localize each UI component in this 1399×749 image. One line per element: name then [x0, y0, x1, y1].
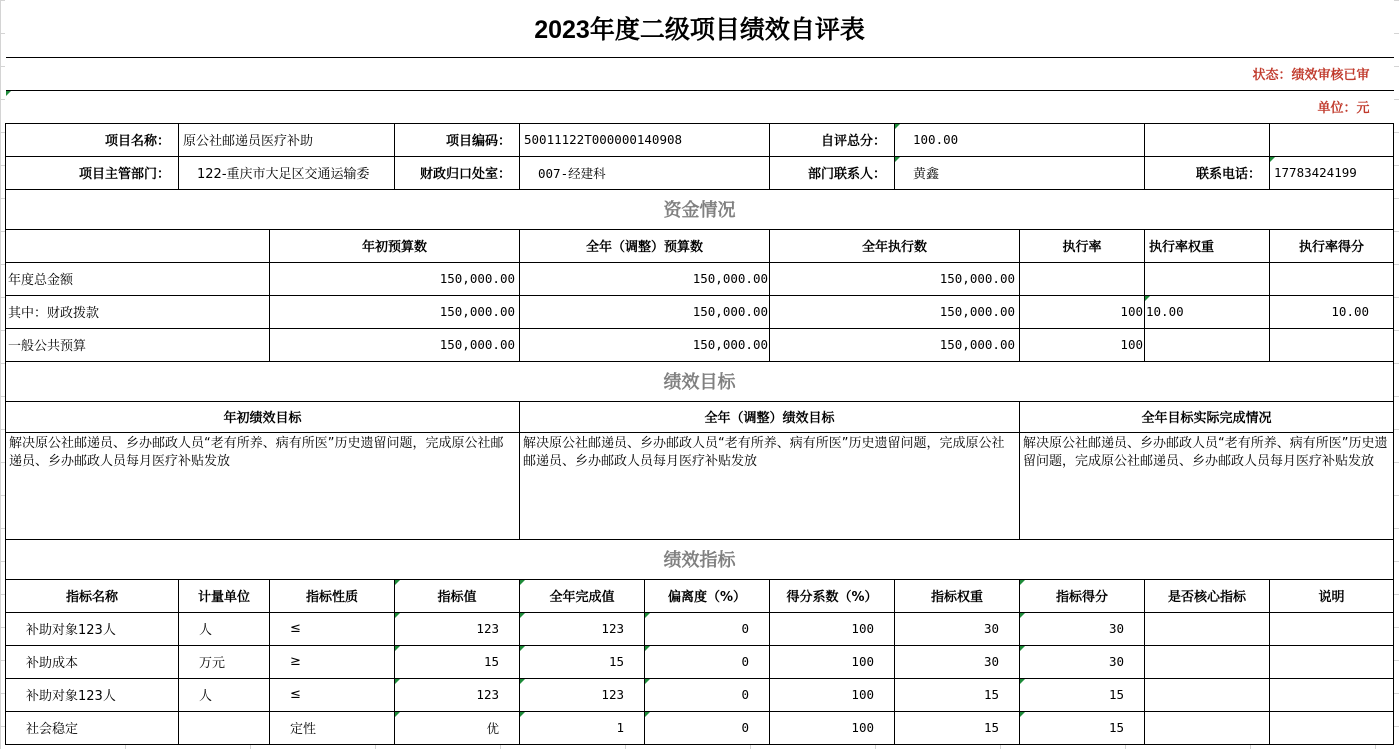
ind-unit[interactable]: 人 [179, 678, 270, 711]
funds-row-initial[interactable]: 150,000.00 [270, 262, 520, 295]
funds-header-blank [6, 229, 270, 262]
ind-name[interactable]: 补助对象123人 [6, 612, 179, 645]
unit-text: 单位：元 [6, 90, 1394, 123]
funds-row-name[interactable]: 其中：财政拨款 [6, 295, 270, 328]
ind-header-name: 指标名称 [6, 579, 179, 612]
contact-label: 部门联系人： [770, 156, 895, 189]
ind-weight[interactable]: 30 [895, 612, 1020, 645]
ind-coef[interactable]: 100 [770, 678, 895, 711]
ind-score[interactable]: 30 [1020, 645, 1145, 678]
ind-nature[interactable]: ≤ [270, 612, 395, 645]
funds-row-adjusted[interactable]: 150,000.00 [520, 262, 770, 295]
ind-header-score: 指标得分 [1020, 579, 1145, 612]
ind-coef[interactable]: 100 [770, 711, 895, 744]
ind-header-note: 说明 [1270, 579, 1394, 612]
ind-note[interactable] [1270, 678, 1394, 711]
ind-deviation[interactable]: 0 [645, 612, 770, 645]
ind-nature[interactable]: ≥ [270, 645, 395, 678]
funds-header-adjusted: 全年（调整）预算数 [520, 229, 770, 262]
evaluation-table [5, 0, 1394, 745]
funds-header-rate: 执行率 [1020, 229, 1145, 262]
goals-header-actual: 全年目标实际完成情况 [1020, 401, 1394, 432]
ind-note[interactable] [1270, 612, 1394, 645]
funds-header-score: 执行率得分 [1270, 229, 1394, 262]
funds-row-executed[interactable]: 150,000.00 [770, 328, 1020, 361]
project-code-value[interactable]: 50011122T000000140908 [520, 123, 770, 156]
funds-header-executed: 全年执行数 [770, 229, 1020, 262]
funds-row-score[interactable] [1270, 262, 1394, 295]
ind-core[interactable] [1145, 645, 1270, 678]
funds-header-initial: 年初预算数 [270, 229, 520, 262]
funds-row-name[interactable]: 年度总金额 [6, 262, 270, 295]
ind-target[interactable]: 优 [395, 711, 520, 744]
goal-adjusted-text[interactable]: 解决原公社邮递员、乡办邮政人员“老有所养、病有所医”历史遗留问题，完成原公社邮递员、乡办邮政人员每月医疗补贴发放 [520, 432, 1020, 539]
funds-header-weight: 执行率权重 [1145, 229, 1270, 262]
ind-unit[interactable]: 万元 [179, 645, 270, 678]
ind-unit[interactable]: 人 [179, 612, 270, 645]
score-value[interactable]: 100.00 [895, 123, 1145, 156]
empty-cell[interactable] [1270, 123, 1394, 156]
ind-score[interactable]: 15 [1020, 711, 1145, 744]
table-row [6, 328, 1394, 361]
ind-core[interactable] [1145, 678, 1270, 711]
ind-nature[interactable]: ≤ [270, 678, 395, 711]
table-row [6, 262, 1394, 295]
ind-target[interactable]: 15 [395, 645, 520, 678]
ind-note[interactable] [1270, 645, 1394, 678]
project-name-label: 项目名称： [6, 123, 179, 156]
table-row [6, 711, 1394, 744]
ind-name[interactable]: 社会稳定 [6, 711, 179, 744]
ind-actual[interactable]: 1 [520, 711, 645, 744]
funds-row-rate[interactable]: 100 [1020, 295, 1145, 328]
ind-header-weight: 指标权重 [895, 579, 1020, 612]
phone-value[interactable]: 17783424199 [1270, 156, 1394, 189]
table-row [6, 678, 1394, 711]
ind-header-nature: 指标性质 [270, 579, 395, 612]
table-row [6, 295, 1394, 328]
ind-actual[interactable]: 15 [520, 645, 645, 678]
page-title: 2023年度二级项目绩效自评表 [6, 0, 1394, 57]
score-label: 自评总分： [770, 123, 895, 156]
ind-nature[interactable]: 定性 [270, 711, 395, 744]
ind-score[interactable]: 15 [1020, 678, 1145, 711]
ind-core[interactable] [1145, 711, 1270, 744]
table-row [6, 612, 1394, 645]
ind-header-target: 指标值 [395, 579, 520, 612]
ind-header-unit: 计量单位 [179, 579, 270, 612]
ind-target[interactable]: 123 [395, 678, 520, 711]
empty-cell[interactable] [1145, 123, 1270, 156]
ind-name[interactable]: 补助成本 [6, 645, 179, 678]
dept-label: 项目主管部门： [6, 156, 179, 189]
funds-row-score[interactable]: 10.00 [1270, 295, 1394, 328]
ind-deviation[interactable]: 0 [645, 645, 770, 678]
project-name-value[interactable]: 原公社邮递员医疗补助 [179, 123, 395, 156]
goals-section-title: 绩效目标 [6, 361, 1394, 401]
indicators-section-title: 绩效指标 [6, 539, 1394, 579]
ind-unit[interactable] [179, 711, 270, 744]
ind-header-core: 是否核心指标 [1145, 579, 1270, 612]
contact-value[interactable]: 黄鑫 [895, 156, 1145, 189]
funds-row-executed[interactable]: 150,000.00 [770, 262, 1020, 295]
funds-row-initial[interactable]: 150,000.00 [270, 328, 520, 361]
project-code-label: 项目编码： [395, 123, 520, 156]
ind-actual[interactable]: 123 [520, 678, 645, 711]
goals-header-adjusted: 全年（调整）绩效目标 [520, 401, 1020, 432]
ind-target[interactable]: 123 [395, 612, 520, 645]
phone-label: 联系电话： [1145, 156, 1270, 189]
ind-header-deviation: 偏离度（%） [645, 579, 770, 612]
funds-row-name[interactable]: 一般公共预算 [6, 328, 270, 361]
ind-header-actual: 全年完成值 [520, 579, 645, 612]
finance-value[interactable]: 007-经建科 [520, 156, 770, 189]
ind-coef[interactable]: 100 [770, 645, 895, 678]
funds-row-weight[interactable] [1145, 328, 1270, 361]
funds-row-adjusted[interactable]: 150,000.00 [520, 295, 770, 328]
funds-row-executed[interactable]: 150,000.00 [770, 295, 1020, 328]
funds-row-rate[interactable] [1020, 262, 1145, 295]
funds-row-weight[interactable] [1145, 262, 1270, 295]
ind-name[interactable]: 补助对象123人 [6, 678, 179, 711]
ind-actual[interactable]: 123 [520, 612, 645, 645]
goals-header-initial: 年初绩效目标 [6, 401, 520, 432]
ind-weight[interactable]: 15 [895, 678, 1020, 711]
ind-weight[interactable]: 30 [895, 645, 1020, 678]
finance-label: 财政归口处室： [395, 156, 520, 189]
funds-row-initial[interactable]: 150,000.00 [270, 295, 520, 328]
ind-score[interactable]: 30 [1020, 612, 1145, 645]
funds-row-score[interactable] [1270, 328, 1394, 361]
ind-header-coef: 得分系数（%） [770, 579, 895, 612]
ind-coef[interactable]: 100 [770, 612, 895, 645]
ind-weight[interactable]: 15 [895, 711, 1020, 744]
goal-actual-text[interactable]: 解决原公社邮递员、乡办邮政人员“老有所养、病有所医”历史遗留问题，完成原公社邮递员、乡办邮政人员每月医疗补贴发放 [1020, 432, 1394, 539]
ind-deviation[interactable]: 0 [645, 711, 770, 744]
funds-row-weight[interactable]: 10.00 [1145, 295, 1270, 328]
funds-section-title: 资金情况 [6, 189, 1394, 229]
ind-note[interactable] [1270, 711, 1394, 744]
ind-core[interactable] [1145, 612, 1270, 645]
status-text: 状态：绩效审核已审 [6, 57, 1394, 90]
funds-row-rate[interactable]: 100 [1020, 328, 1145, 361]
ind-deviation[interactable]: 0 [645, 678, 770, 711]
funds-row-adjusted[interactable]: 150,000.00 [520, 328, 770, 361]
table-row [6, 645, 1394, 678]
goal-initial-text[interactable]: 解决原公社邮递员、乡办邮政人员“老有所养、病有所医”历史遗留问题，完成原公社邮递员、乡办邮政人员每月医疗补贴发放 [6, 432, 520, 539]
dept-value[interactable]: 122-重庆市大足区交通运输委 [179, 156, 395, 189]
